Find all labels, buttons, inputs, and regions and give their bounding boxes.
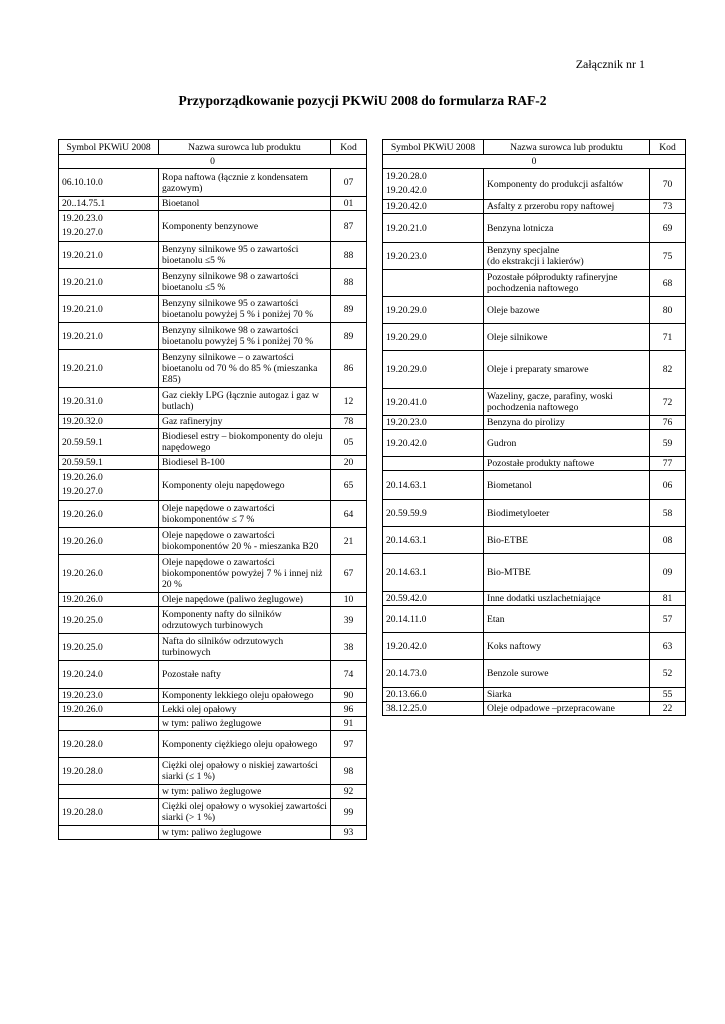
symbol-cell bbox=[59, 429, 159, 456]
symbol-code: 19.20.25.0 bbox=[62, 641, 103, 653]
table-row bbox=[383, 660, 686, 688]
name-cell: Inne dodatki uszlachetniające bbox=[484, 592, 650, 606]
name-cell: Ropa naftowa (łącznie z kondensatem gazowym) bbox=[159, 169, 331, 197]
symbol-cell bbox=[59, 323, 159, 350]
symbol-code: 19.20.26.0 bbox=[62, 508, 103, 520]
table-row bbox=[383, 500, 686, 527]
table-row bbox=[383, 270, 686, 297]
name-cell: Bio-ETBE bbox=[484, 527, 650, 554]
symbol-code: 19.20.26.0 bbox=[62, 568, 103, 579]
name-cell: Pozostałe produkty naftowe bbox=[484, 457, 650, 471]
table-row bbox=[59, 731, 367, 758]
symbol-cell bbox=[59, 415, 159, 429]
table-row bbox=[383, 214, 686, 243]
symbol-cell bbox=[383, 471, 484, 500]
symbol-code: 19.20.42.0 bbox=[386, 640, 427, 652]
symbol-cell bbox=[59, 350, 159, 388]
code-cell: 63 bbox=[650, 633, 686, 660]
symbol-code: 20.14.63.1 bbox=[386, 534, 427, 546]
symbol-cell bbox=[383, 457, 484, 471]
symbol-cell bbox=[383, 430, 484, 457]
symbol-code: 19.20.28.0 bbox=[62, 806, 103, 818]
name-cell: Benzyny silnikowe 95 o zawartości bioetanolu powyżej 5 % i poniżej 70 % bbox=[159, 296, 331, 323]
symbol-code: 20.14.73.0 bbox=[386, 668, 427, 679]
name-cell: Benzyna do pirolizy bbox=[484, 416, 650, 430]
name-cell: Lekki olej opałowy bbox=[159, 703, 331, 717]
symbol-code: 20..14.75.1 bbox=[62, 198, 106, 209]
table-row bbox=[59, 634, 367, 661]
table-row bbox=[59, 799, 367, 826]
symbol-cell bbox=[59, 758, 159, 785]
symbol-cell bbox=[59, 826, 159, 840]
code-cell: 39 bbox=[331, 607, 367, 634]
table-row bbox=[59, 169, 367, 197]
code-cell: 55 bbox=[650, 688, 686, 702]
table-row bbox=[59, 785, 367, 799]
symbol-code: 19.20.23.0 bbox=[386, 417, 427, 428]
symbol-code: 19.20.26.0 bbox=[62, 704, 103, 715]
code-cell: 77 bbox=[650, 457, 686, 471]
name-cell: Etan bbox=[484, 606, 650, 633]
symbol-code: 19.20.27.0 bbox=[62, 486, 103, 497]
name-cell: Biodimetyloeter bbox=[484, 500, 650, 527]
header-name: Nazwa surowca lub produktu bbox=[484, 140, 650, 155]
code-cell: 71 bbox=[650, 324, 686, 351]
symbol-code: 19.20.29.0 bbox=[386, 331, 427, 343]
code-cell: 69 bbox=[650, 214, 686, 243]
table-row bbox=[59, 501, 367, 528]
symbol-code: 20.59.59.1 bbox=[62, 457, 103, 468]
symbol-code: 20.14.63.1 bbox=[386, 479, 427, 491]
table-row bbox=[59, 758, 367, 785]
table-row bbox=[383, 471, 686, 500]
table-row bbox=[383, 702, 686, 716]
code-cell: 88 bbox=[331, 269, 367, 296]
symbol-code: 19.20.26.0 bbox=[62, 594, 103, 605]
symbol-code: 19.20.24.0 bbox=[62, 669, 103, 680]
name-cell: Benzole surowe bbox=[484, 660, 650, 688]
name-cell: Oleje odpadowe –przepracowane bbox=[484, 702, 650, 716]
symbol-code: 38.12.25.0 bbox=[386, 703, 427, 714]
code-cell: 57 bbox=[650, 606, 686, 633]
code-cell: 82 bbox=[650, 351, 686, 389]
symbol-cell bbox=[383, 243, 484, 270]
symbol-code: 19.20.28.0 bbox=[62, 738, 103, 750]
symbol-cell bbox=[383, 702, 484, 716]
table-row bbox=[383, 457, 686, 471]
symbol-cell bbox=[59, 169, 159, 197]
code-cell: 68 bbox=[650, 270, 686, 297]
symbol-code: 19.20.42.0 bbox=[386, 201, 427, 212]
code-cell: 06 bbox=[650, 471, 686, 500]
symbol-code: 19.20.31.0 bbox=[62, 395, 103, 407]
code-cell: 70 bbox=[650, 169, 686, 200]
symbol-cell bbox=[59, 501, 159, 528]
table-row bbox=[59, 661, 367, 689]
code-cell: 90 bbox=[331, 689, 367, 703]
symbol-cell bbox=[383, 169, 484, 200]
code-cell: 81 bbox=[650, 592, 686, 606]
symbol-cell bbox=[383, 297, 484, 324]
left-table bbox=[58, 139, 367, 840]
code-cell: 38 bbox=[331, 634, 367, 661]
symbol-code: 19.20.26.0 bbox=[62, 472, 103, 483]
code-cell: 96 bbox=[331, 703, 367, 717]
symbol-cell bbox=[383, 500, 484, 527]
zero-cell: 0 bbox=[59, 155, 367, 169]
name-cell: w tym: paliwo żeglugowe bbox=[159, 717, 331, 731]
name-cell: Oleje bazowe bbox=[484, 297, 650, 324]
table-row bbox=[383, 389, 686, 416]
symbol-cell bbox=[59, 211, 159, 242]
symbol-cell bbox=[59, 456, 159, 470]
code-cell: 59 bbox=[650, 430, 686, 457]
symbol-code: 19.20.42.0 bbox=[386, 437, 427, 449]
code-cell: 78 bbox=[331, 415, 367, 429]
code-cell: 76 bbox=[650, 416, 686, 430]
right-table bbox=[382, 139, 686, 716]
symbol-cell bbox=[383, 592, 484, 606]
symbol-code: 20.59.42.0 bbox=[386, 593, 427, 604]
symbol-code: 19.20.21.0 bbox=[62, 249, 103, 261]
code-cell: 97 bbox=[331, 731, 367, 758]
symbol-code: 19.20.28.0 bbox=[386, 171, 427, 182]
symbol-cell bbox=[59, 197, 159, 211]
table-row bbox=[383, 416, 686, 430]
symbol-cell bbox=[383, 389, 484, 416]
code-cell: 10 bbox=[331, 593, 367, 607]
symbol-code: 19.20.21.0 bbox=[62, 276, 103, 288]
symbol-cell bbox=[383, 351, 484, 389]
table-row bbox=[59, 456, 367, 470]
name-cell: Asfalty z przerobu ropy naftowej bbox=[484, 200, 650, 214]
header-code: Kod bbox=[331, 140, 367, 155]
table-row bbox=[59, 211, 367, 242]
symbol-cell bbox=[59, 242, 159, 269]
code-cell: 05 bbox=[331, 429, 367, 456]
symbol-cell bbox=[383, 606, 484, 633]
code-cell: 88 bbox=[331, 242, 367, 269]
code-cell: 52 bbox=[650, 660, 686, 688]
name-cell: Benzyny silnikowe 98 o zawartości bioetanolu powyżej 5 % i poniżej 70 % bbox=[159, 323, 331, 350]
name-cell: Ciężki olej opałowy o niskiej zawartości siarki (≤ 1 %) bbox=[159, 758, 331, 785]
name-cell: Oleje silnikowe bbox=[484, 324, 650, 351]
code-cell: 75 bbox=[650, 243, 686, 270]
table-row bbox=[383, 351, 686, 389]
code-cell: 91 bbox=[331, 717, 367, 731]
header-name: Nazwa surowca lub produktu bbox=[159, 140, 331, 155]
symbol-code: 19.20.23.0 bbox=[62, 690, 103, 701]
table-row bbox=[59, 607, 367, 634]
symbol-cell bbox=[59, 661, 159, 689]
symbol-code: 19.20.32.0 bbox=[62, 416, 103, 427]
table-row bbox=[59, 197, 367, 211]
symbol-cell bbox=[59, 555, 159, 593]
code-cell: 72 bbox=[650, 389, 686, 416]
symbol-code: 20.59.59.9 bbox=[386, 507, 427, 519]
symbol-cell bbox=[59, 785, 159, 799]
name-cell: Biodiesel B-100 bbox=[159, 456, 331, 470]
table-row bbox=[59, 388, 367, 415]
table-row bbox=[383, 606, 686, 633]
symbol-cell bbox=[383, 554, 484, 592]
symbol-code: 19.20.29.0 bbox=[386, 304, 427, 316]
symbol-cell bbox=[59, 593, 159, 607]
symbol-cell bbox=[59, 703, 159, 717]
symbol-code: 19.20.27.0 bbox=[62, 227, 103, 238]
name-cell: Benzyny silnikowe 95 o zawartości bioetanolu ≤5 % bbox=[159, 242, 331, 269]
symbol-code: 19.20.41.0 bbox=[386, 396, 427, 408]
name-cell: Gaz rafineryjny bbox=[159, 415, 331, 429]
code-cell: 89 bbox=[331, 296, 367, 323]
symbol-cell bbox=[59, 634, 159, 661]
code-cell: 87 bbox=[331, 211, 367, 242]
header-symbol: Symbol PKWiU 2008 bbox=[383, 140, 484, 155]
code-cell: 86 bbox=[331, 350, 367, 388]
table-row bbox=[59, 717, 367, 731]
code-cell: 89 bbox=[331, 323, 367, 350]
name-cell: Komponenty do produkcji asfaltów bbox=[484, 169, 650, 200]
symbol-cell bbox=[59, 296, 159, 323]
symbol-cell bbox=[383, 214, 484, 243]
code-cell: 07 bbox=[331, 169, 367, 197]
annex-label: Załącznik nr 1 bbox=[575, 57, 645, 71]
symbol-code: 19.20.26.0 bbox=[62, 535, 103, 547]
zero-row bbox=[59, 155, 367, 169]
code-cell: 58 bbox=[650, 500, 686, 527]
zero-cell: 0 bbox=[383, 155, 686, 169]
name-cell: Siarka bbox=[484, 688, 650, 702]
code-cell: 08 bbox=[650, 527, 686, 554]
code-cell: 92 bbox=[331, 785, 367, 799]
symbol-cell bbox=[59, 470, 159, 501]
right-table-body bbox=[383, 169, 686, 716]
symbol-cell bbox=[59, 717, 159, 731]
name-cell: Biometanol bbox=[484, 471, 650, 500]
table-row bbox=[383, 297, 686, 324]
table-row bbox=[383, 554, 686, 592]
name-cell: Komponenty ciężkiego oleju opałowego bbox=[159, 731, 331, 758]
name-cell: Koks naftowy bbox=[484, 633, 650, 660]
name-cell: Komponenty oleju napędowego bbox=[159, 470, 331, 501]
table-row bbox=[59, 415, 367, 429]
symbol-cell bbox=[383, 416, 484, 430]
symbol-cell bbox=[59, 689, 159, 703]
name-cell: w tym: paliwo żeglugowe bbox=[159, 785, 331, 799]
table-row bbox=[59, 528, 367, 555]
table-row bbox=[383, 592, 686, 606]
symbol-cell bbox=[383, 527, 484, 554]
symbol-code: 19.20.25.0 bbox=[62, 614, 103, 626]
name-cell: Ciężki olej opałowy o wysokiej zawartości siarki (> 1 %) bbox=[159, 799, 331, 826]
symbol-cell bbox=[59, 607, 159, 634]
code-cell: 93 bbox=[331, 826, 367, 840]
name-cell: Oleje i preparaty smarowe bbox=[484, 351, 650, 389]
name-cell: Oleje napędowe o zawartości biokomponentów ≤ 7 % bbox=[159, 501, 331, 528]
table-row bbox=[383, 200, 686, 214]
table-row bbox=[59, 826, 367, 840]
name-cell: Oleje napędowe o zawartości biokomponentów 20 % - mieszanka B20 bbox=[159, 528, 331, 555]
left-table-body bbox=[59, 169, 367, 840]
symbol-cell bbox=[383, 324, 484, 351]
code-cell: 64 bbox=[331, 501, 367, 528]
name-cell: Nafta do silników odrzutowych turbinowych bbox=[159, 634, 331, 661]
name-cell: Gaz ciekły LPG (łącznie autogaz i gaz w butlach) bbox=[159, 388, 331, 415]
code-cell: 99 bbox=[331, 799, 367, 826]
symbol-code: 19.20.21.0 bbox=[62, 363, 103, 374]
symbol-cell bbox=[383, 200, 484, 214]
table-row bbox=[383, 688, 686, 702]
name-cell: w tym: paliwo żeglugowe bbox=[159, 826, 331, 840]
name-cell: Gudron bbox=[484, 430, 650, 457]
symbol-cell bbox=[59, 269, 159, 296]
name-cell: Pozostałe nafty bbox=[159, 661, 331, 689]
table-row bbox=[383, 527, 686, 554]
symbol-cell bbox=[383, 660, 484, 688]
name-cell: Benzyna lotnicza bbox=[484, 214, 650, 243]
code-cell: 21 bbox=[331, 528, 367, 555]
header-code: Kod bbox=[650, 140, 686, 155]
table-row bbox=[383, 169, 686, 200]
symbol-code: 19.20.21.0 bbox=[62, 330, 103, 342]
symbol-cell bbox=[59, 528, 159, 555]
name-cell: Wazeliny, gacze, parafiny, woski pochodzenia naftowego bbox=[484, 389, 650, 416]
symbol-cell bbox=[59, 731, 159, 758]
table-row bbox=[383, 324, 686, 351]
symbol-code: 19.20.23.0 bbox=[386, 250, 427, 262]
name-cell: Benzyny silnikowe – o zawartości bioetanolu od 70 % do 85 % (mieszanka E85) bbox=[159, 350, 331, 388]
code-cell: 20 bbox=[331, 456, 367, 470]
symbol-code: 19.20.21.0 bbox=[62, 303, 103, 315]
symbol-cell bbox=[59, 388, 159, 415]
name-cell: Bioetanol bbox=[159, 197, 331, 211]
page-title: Przyporządkowanie pozycji PKWiU 2008 do formularza RAF-2 bbox=[178, 93, 547, 108]
code-cell: 80 bbox=[650, 297, 686, 324]
symbol-cell bbox=[383, 270, 484, 297]
symbol-code: 20.14.63.1 bbox=[386, 567, 427, 578]
code-cell: 73 bbox=[650, 200, 686, 214]
code-cell: 12 bbox=[331, 388, 367, 415]
table-row bbox=[59, 242, 367, 269]
header-row bbox=[59, 140, 367, 155]
table-row bbox=[59, 269, 367, 296]
table-row bbox=[383, 430, 686, 457]
table-row bbox=[383, 243, 686, 270]
name-cell: Biodiesel estry – biokomponenty do oleju napędowego bbox=[159, 429, 331, 456]
symbol-code: 20.59.59.1 bbox=[62, 436, 103, 448]
code-cell: 09 bbox=[650, 554, 686, 592]
code-cell: 22 bbox=[650, 702, 686, 716]
table-row bbox=[59, 703, 367, 717]
table-row bbox=[59, 350, 367, 388]
header-symbol: Symbol PKWiU 2008 bbox=[59, 140, 159, 155]
name-cell: Benzyny silnikowe 98 o zawartości bioetanolu ≤5 % bbox=[159, 269, 331, 296]
symbol-code: 19.20.21.0 bbox=[386, 222, 427, 234]
table-row bbox=[59, 296, 367, 323]
name-cell: Oleje napędowe o zawartości biokomponentów powyżej 7 % i innej niż 20 % bbox=[159, 555, 331, 593]
code-cell: 01 bbox=[331, 197, 367, 211]
code-cell: 74 bbox=[331, 661, 367, 689]
symbol-cell bbox=[383, 633, 484, 660]
symbol-cell bbox=[59, 799, 159, 826]
symbol-code: 20.13.66.0 bbox=[386, 689, 427, 700]
name-cell: Komponenty lekkiego oleju opałowego bbox=[159, 689, 331, 703]
symbol-code: 19.20.29.0 bbox=[386, 364, 427, 375]
name-cell: Bio-MTBE bbox=[484, 554, 650, 592]
symbol-code: 19.20.28.0 bbox=[62, 765, 103, 777]
table-row bbox=[59, 323, 367, 350]
zero-row bbox=[383, 155, 686, 169]
name-cell: Komponenty nafty do silników odrzutowych turbinowych bbox=[159, 607, 331, 634]
table-row bbox=[59, 593, 367, 607]
table-row bbox=[59, 470, 367, 501]
name-cell: Pozostałe półprodukty rafineryjne pochodzenia naftowego bbox=[484, 270, 650, 297]
symbol-code: 19.20.42.0 bbox=[386, 185, 427, 196]
table-row bbox=[59, 429, 367, 456]
symbol-code: 19.20.23.0 bbox=[62, 213, 103, 224]
header-row bbox=[383, 140, 686, 155]
code-cell: 65 bbox=[331, 470, 367, 501]
name-cell: Oleje napędowe (paliwo żeglugowe) bbox=[159, 593, 331, 607]
table-row bbox=[59, 689, 367, 703]
name-cell: Benzyny specjalne (do ekstrakcji i lakierów) bbox=[484, 243, 650, 270]
code-cell: 67 bbox=[331, 555, 367, 593]
table-row bbox=[59, 555, 367, 593]
symbol-code: 06.10.10.0 bbox=[62, 177, 103, 188]
symbol-code: 20.14.11.0 bbox=[386, 613, 427, 625]
symbol-cell bbox=[383, 688, 484, 702]
name-cell: Komponenty benzynowe bbox=[159, 211, 331, 242]
table-row bbox=[383, 633, 686, 660]
code-cell: 98 bbox=[331, 758, 367, 785]
